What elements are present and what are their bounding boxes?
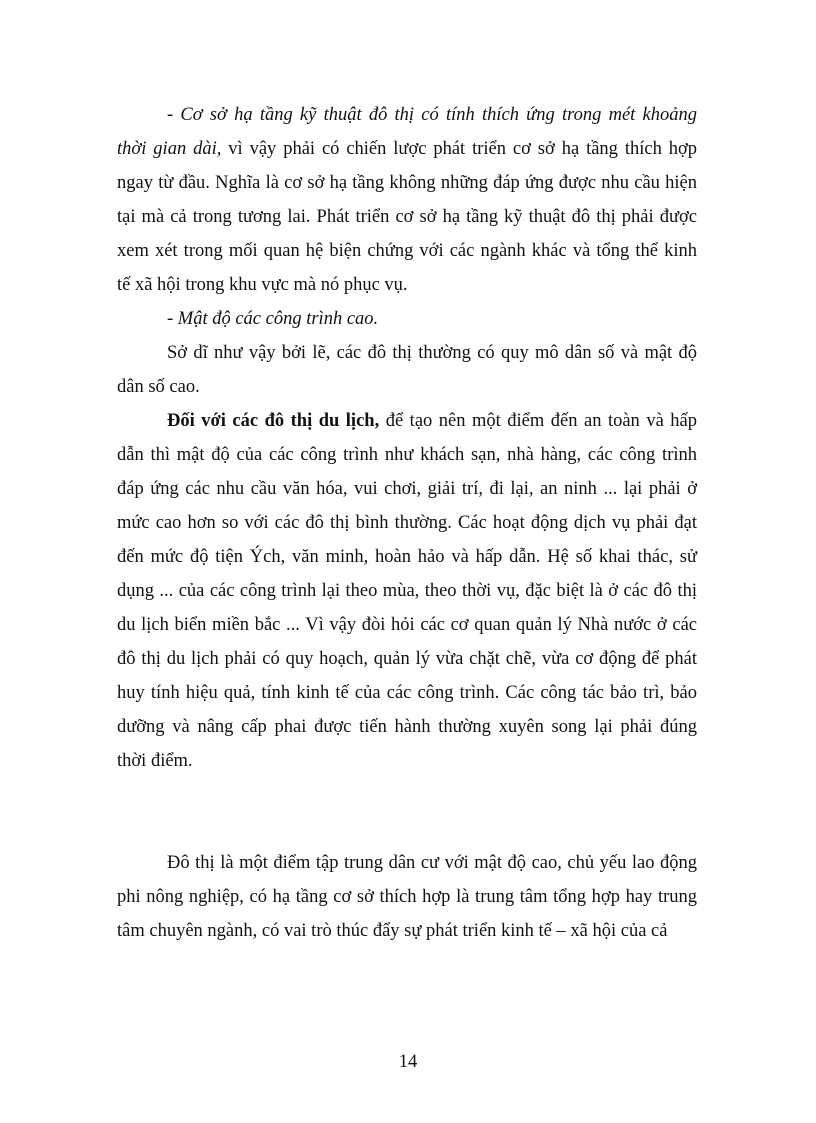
text-line: Sở dĩ như vậy bởi lẽ, các đô thị thường có quy mô dân số và mật độ (167, 343, 697, 363)
text-line: đô thị du lịch phải có quy hoạch, quản lý vừa chặt chẽ, vừa cơ động để phát (117, 649, 697, 669)
text-line: huy tính hiệu quả, tính kinh tế của các công trình. Các công tác bảo trì, bảo (117, 683, 697, 703)
text-line: phi nông nghiệp, có hạ tầng cơ sở thích hợp là trung tâm tổng hợp hay trung (117, 887, 697, 907)
text-run: vì vậy phải có chiến lược phát triển cơ sở hạ tầng thích hợp (221, 139, 698, 159)
text-line: dụng ... của các công trình lại theo mùa, theo thời vụ, đặc biệt là ở các đô thị (117, 581, 697, 601)
paragraph-density-reason (117, 336, 697, 404)
paragraph-density-bullet (117, 302, 697, 336)
paragraph-tourism-cities (117, 404, 697, 778)
paragraph-urban-definition (117, 846, 697, 948)
text-line: mức cao hơn so với các đô thị bình thường. Các hoạt động dịch vụ phải đạt (117, 513, 697, 533)
bold-phrase: Đối với các đô thị du lịch, (167, 411, 380, 431)
text-line: dẫn thì mật độ của các công trình như khách sạn, nhà hàng, các công trình (117, 445, 697, 465)
page-number: 14 (398, 1052, 418, 1072)
text-line: ngay từ đầu. Nghĩa là cơ sở hạ tầng không những đáp ứng được nhu cầu hiện (117, 173, 697, 193)
heading-line (117, 812, 697, 846)
text-line: tế xã hội trong khu vực mà nó phục vụ. (117, 275, 408, 295)
text-line: du lịch biển miền bắc ... Vì vậy đòi hỏi các cơ quan quản lý Nhà nước ở các (117, 615, 697, 635)
text-line: tâm chuyên ngành, có vai trò thúc đẩy sự phát triển kinh tế – xã hội của cả (117, 921, 668, 941)
paragraph-infrastructure-adaptability (117, 98, 697, 302)
italic-phrase: thời gian dài, (117, 139, 222, 159)
text-line: đến mức độ tiện Ých, văn minh, hoàn hảo và hấp dẫn. Hệ số khai thác, sử (117, 547, 697, 567)
text-line: - Cơ sở hạ tầng kỹ thuật đô thị có tính thích ứng trong mét khoảng (167, 105, 697, 125)
text-line: dân số cao. (117, 377, 200, 397)
text-line: dưỡng và nâng cấp phai được tiến hành thường xuyên song lại phải đúng (117, 717, 697, 737)
text-line (117, 404, 697, 438)
text-line: thời điểm. (117, 751, 193, 771)
text-line: xem xét trong mối quan hệ biện chứng với các ngành khác và tổng thể kinh (117, 241, 697, 261)
text-line: đáp ứng các nhu cầu văn hóa, vui chơi, giải trí, đi lại, an ninh ... lại phải ở (117, 479, 697, 499)
text-line: Đô thị là một điểm tập trung dân cư với mật độ cao, chủ yếu lao động (167, 853, 697, 873)
heading-line (117, 778, 697, 812)
text-line: tại mà cả trong tương lai. Phát triển cơ sở hạ tầng kỹ thuật đô thị phải được (117, 207, 697, 227)
text-line: - Mật độ các công trình cao. (167, 309, 379, 329)
text-run: để tạo nên một điểm đến an toàn và hấp (379, 411, 697, 431)
document-page (117, 98, 697, 948)
text-line (117, 132, 697, 166)
section-heading (117, 778, 697, 846)
